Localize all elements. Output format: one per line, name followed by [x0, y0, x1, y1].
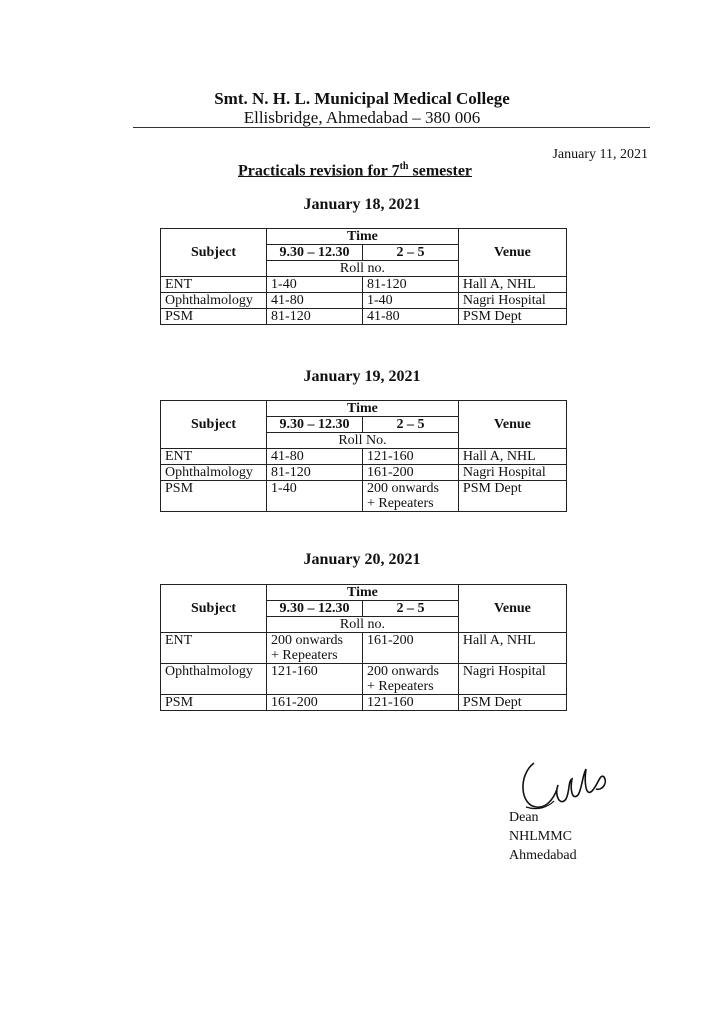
document-title	[238, 161, 472, 180]
afternoon-roll-line: 41-80	[366, 309, 400, 324]
header-slot-afternoon: 2 – 5	[362, 245, 458, 261]
afternoon-roll-line: 200 onwards	[366, 664, 439, 679]
morning-roll-cell	[267, 633, 363, 664]
signatory-designation: Dean	[509, 810, 539, 825]
afternoon-roll-cell	[362, 633, 458, 664]
issue-date: January 11, 2021	[552, 147, 648, 162]
morning-roll-cell	[267, 664, 363, 695]
subject-cell: Ophthalmology	[161, 293, 267, 309]
title-text: Practicals revision for 7	[238, 162, 400, 180]
table-row	[161, 633, 567, 664]
afternoon-roll-line: + Repeaters	[366, 496, 434, 511]
table-row	[161, 465, 567, 481]
afternoon-roll-line: 161-200	[366, 465, 414, 480]
morning-roll-line: 41-80	[271, 449, 304, 464]
afternoon-roll-line: 161-200	[366, 633, 414, 648]
morning-roll-cell	[267, 309, 363, 325]
header-subject: Subject	[161, 401, 267, 449]
header-venue: Venue	[458, 401, 566, 449]
schedule-date: January 20, 2021	[303, 551, 421, 568]
venue-cell: Hall A, NHL	[458, 277, 566, 293]
afternoon-roll-line: 200 onwards	[366, 481, 439, 496]
morning-roll-cell	[267, 481, 363, 512]
morning-roll-line: 161-200	[271, 695, 318, 710]
venue-cell: PSM Dept	[458, 309, 566, 325]
header-subject: Subject	[161, 229, 267, 277]
subject-cell: PSM	[161, 695, 267, 711]
header-slot-morning: 9.30 – 12.30	[267, 245, 363, 261]
venue-cell: PSM Dept	[458, 481, 566, 512]
table-row	[161, 481, 567, 512]
schedule-date: January 19, 2021	[303, 368, 421, 385]
afternoon-roll-cell	[362, 465, 458, 481]
header-time: Time	[267, 401, 459, 417]
subject-cell: PSM	[161, 481, 267, 512]
afternoon-roll-line: 81-120	[366, 277, 407, 292]
morning-roll-cell	[267, 277, 363, 293]
venue-cell: Nagri Hospital	[458, 293, 566, 309]
header-time: Time	[267, 229, 459, 245]
header-roll-number: Roll No.	[267, 433, 459, 449]
morning-roll-line: + Repeaters	[271, 648, 338, 663]
signature-block	[509, 808, 577, 865]
header-venue: Venue	[458, 229, 566, 277]
venue-cell: PSM Dept	[458, 695, 566, 711]
header-slot-morning: 9.30 – 12.30	[267, 601, 363, 617]
morning-roll-cell	[267, 449, 363, 465]
subject-cell: Ophthalmology	[161, 465, 267, 481]
afternoon-roll-line: 121-160	[366, 449, 414, 464]
afternoon-roll-cell	[362, 664, 458, 695]
header-slot-afternoon: 2 – 5	[362, 417, 458, 433]
morning-roll-line: 121-160	[271, 664, 318, 679]
morning-roll-line: 41-80	[271, 293, 304, 308]
afternoon-roll-cell	[362, 481, 458, 512]
title-suffix: semester	[408, 162, 473, 180]
morning-roll-line: 200 onwards	[271, 633, 343, 648]
header-slot-afternoon: 2 – 5	[362, 601, 458, 617]
subject-cell: Ophthalmology	[161, 664, 267, 695]
schedule-table	[160, 584, 567, 711]
afternoon-roll-line: + Repeaters	[366, 679, 434, 694]
afternoon-roll-cell	[362, 293, 458, 309]
dean-signature	[508, 755, 618, 815]
morning-roll-line: 81-120	[271, 309, 311, 324]
venue-cell: Hall A, NHL	[458, 633, 566, 664]
header-roll-number: Roll no.	[267, 617, 459, 633]
subject-cell: ENT	[161, 277, 267, 293]
afternoon-roll-line: 1-40	[366, 293, 393, 308]
table-row	[161, 277, 567, 293]
header-subject: Subject	[161, 585, 267, 633]
venue-cell: Hall A, NHL	[458, 449, 566, 465]
subject-cell: ENT	[161, 449, 267, 465]
subject-cell: ENT	[161, 633, 267, 664]
header-divider	[133, 127, 650, 128]
signatory-city: Ahmedabad	[509, 848, 577, 863]
morning-roll-line: 1-40	[271, 481, 297, 496]
signatory-institution: NHLMMC	[509, 829, 573, 844]
venue-cell: Nagri Hospital	[458, 465, 566, 481]
morning-roll-cell	[267, 465, 363, 481]
morning-roll-line: 1-40	[271, 277, 297, 292]
venue-cell: Nagri Hospital	[458, 664, 566, 695]
table-row	[161, 309, 567, 325]
afternoon-roll-cell	[362, 695, 458, 711]
afternoon-roll-cell	[362, 449, 458, 465]
schedule-table	[160, 400, 567, 512]
morning-roll-line: 81-120	[271, 465, 311, 480]
header-time: Time	[267, 585, 459, 601]
header-slot-morning: 9.30 – 12.30	[267, 417, 363, 433]
schedule-table	[160, 228, 567, 325]
schedule-date: January 18, 2021	[303, 196, 421, 213]
afternoon-roll-line: 121-160	[366, 695, 414, 710]
afternoon-roll-cell	[362, 277, 458, 293]
table-row	[161, 449, 567, 465]
table-row	[161, 695, 567, 711]
header-roll-number: Roll no.	[267, 261, 459, 277]
table-row	[161, 293, 567, 309]
title-superscript: th	[399, 161, 409, 172]
header-venue: Venue	[458, 585, 566, 633]
college-address: Ellisbridge, Ahmedabad – 380 006	[243, 108, 481, 127]
morning-roll-cell	[267, 695, 363, 711]
table-row	[161, 664, 567, 695]
afternoon-roll-cell	[362, 309, 458, 325]
morning-roll-cell	[267, 293, 363, 309]
college-name: Smt. N. H. L. Municipal Medical College	[214, 89, 510, 108]
subject-cell: PSM	[161, 309, 267, 325]
